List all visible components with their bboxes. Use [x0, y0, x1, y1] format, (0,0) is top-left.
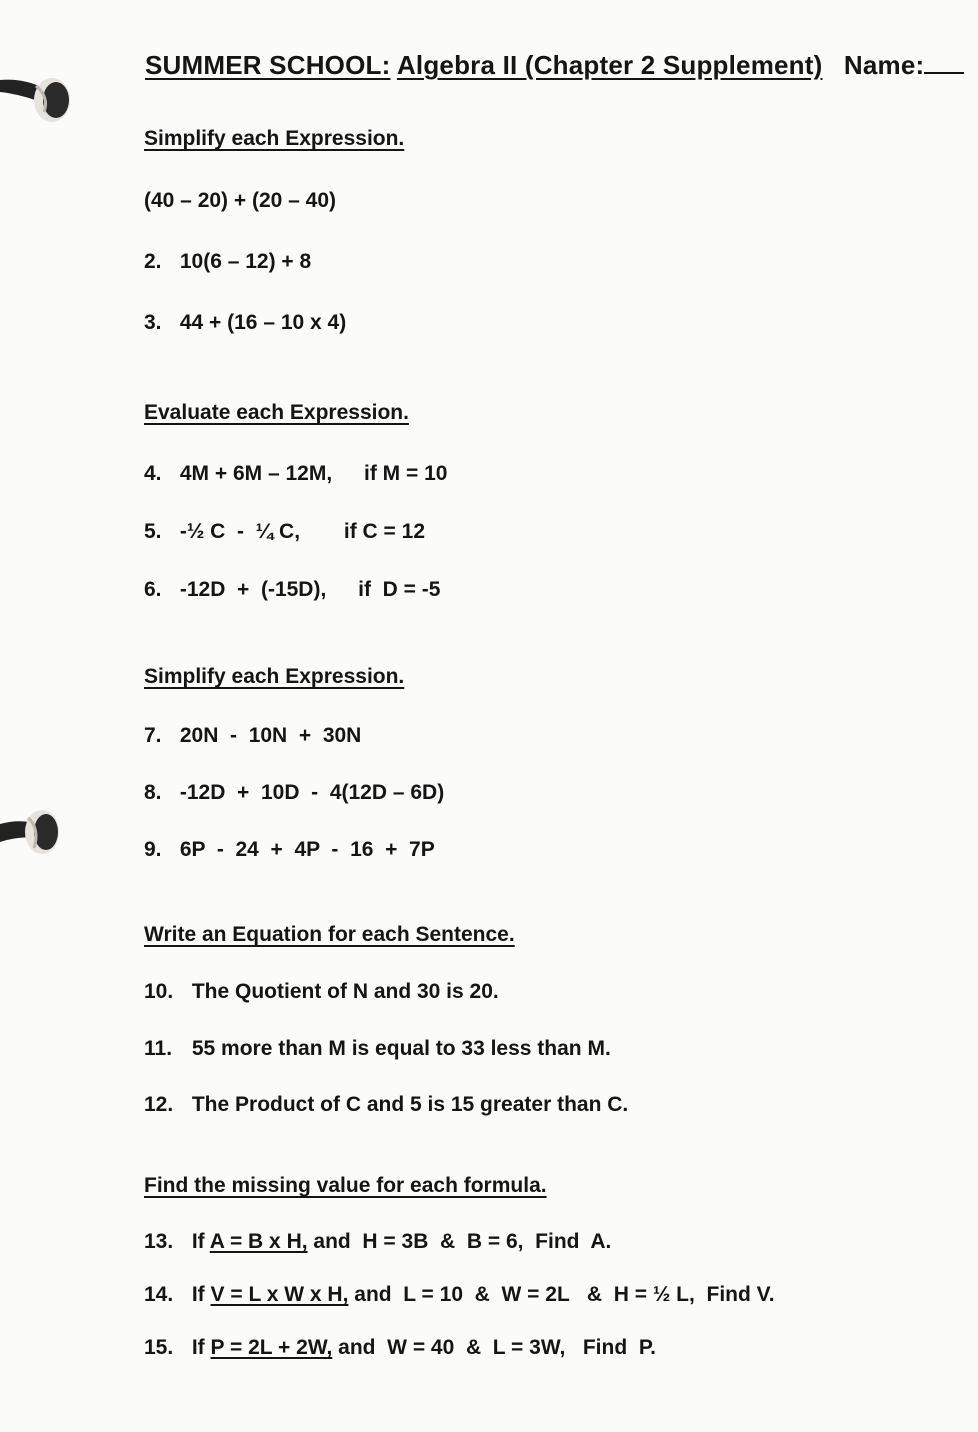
- problem-expression: 6P - 24 + 4P - 16 + 7P: [179, 838, 435, 861]
- problem-1: [144, 189, 336, 213]
- problem-sentence: The Product of C and 5 is 15 greater than C.: [191, 1093, 629, 1116]
- problem-formula: A = B x H,: [209, 1230, 308, 1253]
- problem-expression: 10(6 – 12) + 8: [179, 250, 312, 273]
- problem-condition: if D = -5: [358, 578, 441, 601]
- name-blank[interactable]: [924, 72, 964, 74]
- problem-given: and W = 40 & L = 3W, Find P.: [338, 1336, 656, 1359]
- problem-number: 13.: [144, 1230, 174, 1253]
- worksheet-title: [145, 50, 964, 81]
- problem-12: [144, 1093, 628, 1117]
- binder-ring-top: [0, 72, 68, 124]
- problem-if: If: [191, 1230, 205, 1253]
- problem-15: [144, 1336, 656, 1360]
- problem-number: 5.: [144, 520, 162, 543]
- problem-11: [144, 1037, 611, 1061]
- problem-number: 7.: [144, 724, 162, 747]
- problem-condition: if C = 12: [343, 520, 425, 543]
- course-title: Algebra II (Chapter 2 Supplement): [396, 50, 823, 80]
- problem-9: [144, 838, 435, 862]
- problem-7: [144, 724, 361, 748]
- problem-6: [144, 578, 440, 602]
- name-label: Name:: [843, 50, 925, 80]
- problem-10: [144, 980, 499, 1004]
- problem-expression: 4M + 6M – 12M,: [179, 462, 333, 485]
- problem-number: 14.: [144, 1283, 174, 1306]
- section-heading-simplify-1: Simplify each Expression.: [144, 127, 405, 150]
- problem-8: [144, 781, 444, 805]
- section-heading-formula: Find the missing value for each formula.: [144, 1174, 547, 1197]
- problem-14: [144, 1283, 775, 1307]
- problem-number: 9.: [144, 838, 162, 861]
- problem-4: [144, 462, 447, 486]
- problem-if: If: [191, 1336, 205, 1359]
- problem-number: 8.: [144, 781, 162, 804]
- problem-number: 3.: [144, 311, 162, 334]
- section-heading-evaluate: Evaluate each Expression.: [144, 401, 409, 424]
- school-label: SUMMER SCHOOL:: [145, 50, 391, 80]
- problem-if: If: [191, 1283, 205, 1306]
- problem-number: 10.: [144, 980, 174, 1003]
- problem-number: 12.: [144, 1093, 174, 1116]
- problem-2: [144, 250, 311, 274]
- problem-number: 11.: [144, 1037, 173, 1060]
- problem-given: and H = 3B & B = 6, Find A.: [313, 1230, 612, 1253]
- problem-5: [144, 520, 425, 544]
- problem-sentence: 55 more than M is equal to 33 less than M.: [191, 1037, 611, 1060]
- problem-number: 6.: [144, 578, 162, 601]
- problem-given: and L = 10 & W = 2L & H = ½ L, Find V.: [354, 1283, 775, 1306]
- binder-ring-middle: [0, 806, 68, 858]
- problem-condition: if M = 10: [364, 462, 448, 485]
- problem-formula: V = L x W x H,: [210, 1283, 349, 1306]
- problem-expression: 44 + (16 – 10 x 4): [179, 311, 347, 334]
- problem-expression: 20N - 10N + 30N: [179, 724, 362, 747]
- problem-number: 15.: [144, 1336, 174, 1359]
- problem-3: [144, 311, 346, 335]
- section-heading-write-equation: Write an Equation for each Sentence.: [144, 923, 515, 946]
- problem-expression: -12D + (-15D),: [179, 578, 327, 601]
- problem-formula: P = 2L + 2W,: [210, 1336, 333, 1359]
- problem-number: 2.: [144, 250, 162, 273]
- section-heading-simplify-2: Simplify each Expression.: [144, 665, 405, 688]
- problem-expression: -½ C - ¼ C,: [179, 520, 301, 543]
- problem-number: 4.: [144, 462, 162, 485]
- problem-sentence: The Quotient of N and 30 is 20.: [191, 980, 499, 1003]
- problem-expression: -12D + 10D - 4(12D – 6D): [179, 781, 445, 804]
- problem-13: [144, 1230, 611, 1254]
- problem-expression: (40 – 20) + (20 – 40): [144, 189, 337, 212]
